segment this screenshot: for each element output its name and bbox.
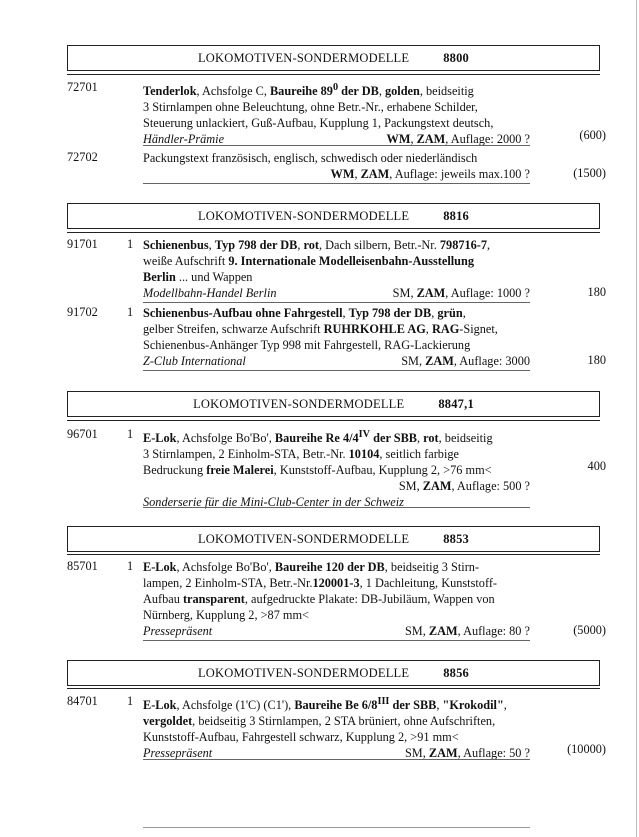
section-number: 8800	[443, 50, 470, 65]
desc-line: weiße Aufschrift 9. Internationale Modelleisenbahn-Ausstellung	[143, 254, 474, 268]
section-number: 8853	[443, 531, 470, 546]
price: 180	[587, 285, 606, 299]
section-title: LOKOMOTIVEN-SONDERMODELLE	[197, 665, 410, 680]
entry-underline	[143, 640, 530, 641]
desc-line: Bedruckung freie Malerei, Kunststoff-Aufbau, Kupplung 2, >76 mm<	[143, 463, 492, 478]
desc-line: gelber Streifen, schwarze Aufschrift RUHRKOHLE AG, RAG-Signet,	[143, 322, 498, 336]
desc-line: Nürnberg, Kupplung 2, >87 mm<	[143, 608, 309, 622]
section-number: 8847,1	[438, 396, 474, 411]
desc-line: 3 Stirnlampen ohne Beleuchtung, ohne Betr.-Nr., erhabene Schilder,	[143, 100, 478, 115]
article-number: 96701	[67, 427, 98, 441]
edition-info: SM, ZAM, Auflage: 1000 ?	[392, 286, 530, 300]
section-divider	[67, 74, 600, 75]
section-title: LOKOMOTIVEN-SONDERMODELLE	[197, 531, 410, 546]
price: (600)	[579, 128, 606, 142]
entry-description	[143, 427, 530, 510]
price: (10000)	[567, 742, 606, 756]
desc-line: Packungstext französisch, englisch, schwedisch oder niederländisch	[143, 151, 478, 165]
entry-description	[143, 237, 530, 301]
edition-info: SM, ZAM, Auflage: 50 ?	[404, 746, 530, 761]
entry-description	[143, 80, 530, 147]
edition-info: WM, ZAM, Auflage: 2000 ?	[386, 132, 530, 147]
edition-info: SM, ZAM, Auflage: 3000	[401, 354, 530, 368]
distributor: Modellbahn-Handel Berlin	[143, 286, 277, 300]
price: (1500)	[573, 166, 606, 180]
desc-line: Schienenbus-Anhänger Typ 998 mit Fahrgestell, RAG-Lackierung	[143, 338, 471, 352]
entry-underline	[143, 145, 530, 146]
section-number: 8816	[443, 208, 470, 223]
section-header	[67, 45, 600, 71]
section-title: LOKOMOTIVEN-SONDERMODELLE	[197, 208, 410, 223]
price: 180	[587, 353, 606, 367]
entry-description	[143, 694, 530, 761]
entry-underline	[143, 302, 530, 303]
distributor: Pressepräsent	[143, 746, 213, 761]
desc-line: Steuerung unlackiert, Guß-Aufbau, Kupplung 1, Packungstext deutsch,	[143, 116, 494, 131]
entry-underline	[143, 759, 530, 760]
entry-description	[143, 305, 530, 369]
desc-line: Tenderlok, Achsfolge C, Baureihe $89^0$ der DB, golden, beidseitig	[143, 82, 474, 99]
desc-line: E-Lok, Achsfolge Bo'Bo', Baureihe 120 der DB, beidseitig 3 Stirn-	[143, 560, 480, 574]
price: (5000)	[573, 623, 606, 637]
distributor: Pressepräsent	[143, 624, 213, 638]
series-note: Sonderserie für die Mini-Club-Center in der Schweiz	[143, 495, 404, 510]
entry-underline	[143, 370, 530, 371]
section-number: 8856	[443, 665, 470, 680]
page-edge-line	[636, 0, 637, 837]
footer-rule	[143, 827, 530, 828]
section-divider	[67, 688, 600, 689]
section-header	[67, 203, 600, 229]
section-header	[67, 660, 600, 686]
section-header	[67, 526, 600, 552]
quantity: 1	[127, 305, 134, 319]
section-divider	[67, 554, 600, 555]
edition-info: WM, ZAM, Auflage: jeweils max.100 ?	[330, 167, 530, 181]
quantity: 1	[127, 427, 134, 441]
desc-line: E-Lok, Achsfolge (1'C) (C1'), Baureihe Be $6/8^{III}$ der SBB, "Krokodil",	[143, 696, 507, 713]
section-divider	[67, 232, 600, 233]
edition-info: SM, ZAM, Auflage: 500 ?	[398, 479, 530, 494]
quantity: 1	[127, 694, 134, 708]
desc-line: Schienenbus-Aufbau ohne Fahrgestell, Typ 798 der DB, grün,	[143, 306, 466, 320]
distributor: Händler-Prämie	[143, 132, 225, 147]
section-header	[67, 391, 600, 417]
article-number: 72701	[67, 80, 98, 94]
entry-description	[143, 559, 530, 639]
desc-line: E-Lok, Achsfolge Bo'Bo', Baureihe Re $4/4^{IV}$ der SBB, rot, beidseitig	[143, 429, 493, 446]
desc-line: Schienenbus, Typ 798 der DB, rot, Dach silbern, Betr.-Nr. 798716-7,	[143, 238, 491, 252]
desc-line: 3 Stirnlampen, 2 Einholm-STA, Betr.-Nr. 10104, seitlich farbige	[143, 447, 459, 462]
desc-line: lampen, 2 Einholm-STA, Betr.-Nr.120001-3, 1 Dachleitung, Kunststoff-	[143, 576, 498, 590]
entry-underline	[143, 507, 530, 508]
desc-line: Aufbau transparent, aufgedruckte Plakate: DB-Jubiläum, Wappen von	[143, 592, 495, 606]
section-title: LOKOMOTIVEN-SONDERMODELLE	[197, 50, 410, 65]
article-number: 84701	[67, 694, 98, 708]
article-number: 91702	[67, 305, 98, 319]
article-number: 91701	[67, 237, 98, 251]
quantity: 1	[127, 559, 134, 573]
distributor: Z-Club International	[143, 354, 246, 368]
edition-info: SM, ZAM, Auflage: 80 ?	[404, 624, 530, 638]
quantity: 1	[127, 237, 134, 251]
article-number: 85701	[67, 559, 98, 573]
desc-line: Berlin ... und Wappen	[143, 270, 253, 284]
section-divider	[67, 420, 600, 421]
article-number: 72702	[67, 150, 98, 164]
desc-line: vergoldet, beidseitig 3 Stirnlampen, 2 STA brüniert, ohne Aufschriften,	[143, 714, 496, 729]
price: 400	[587, 459, 606, 473]
entry-description	[143, 150, 530, 182]
desc-line: Kunststoff-Aufbau, Fahrgestell schwarz, Kupplung 2, >91 mm<	[143, 730, 459, 745]
section-title: LOKOMOTIVEN-SONDERMODELLE	[193, 396, 405, 411]
entry-underline	[143, 183, 530, 184]
